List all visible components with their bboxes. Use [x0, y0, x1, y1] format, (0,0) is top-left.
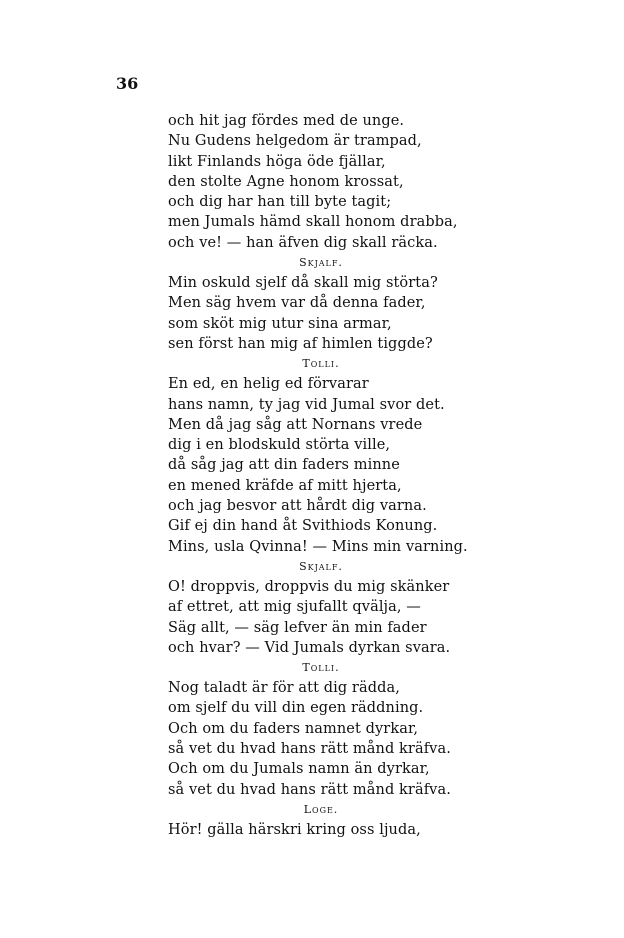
verse-line: Men då jag såg att Nornans vrede: [168, 416, 423, 433]
verse-line: Och om du faders namnet dyrkar,: [168, 720, 419, 737]
verse-line: och dig har han till byte tagit;: [168, 194, 392, 211]
stanza-6: [168, 800, 488, 840]
verse-line: dig i en blodskuld störta ville,: [168, 437, 391, 454]
stanza-5: [168, 658, 488, 800]
speaker-name: Skjalf.: [299, 256, 343, 270]
verse-line: om sjelf du vill din egen räddning.: [168, 700, 424, 717]
verse-line: Gif ej din hand åt Svithiods Konung.: [168, 518, 438, 535]
stanza-1: [168, 111, 488, 253]
verse-line: Min oskuld sjelf då skall mig störta?: [168, 275, 438, 292]
verse-line: och ve! — han äfven dig skall räcka.: [168, 234, 438, 251]
verse-line: och jag besvor att hårdt dig varna.: [168, 498, 427, 515]
verse-line: och hit jag fördes med de unge.: [168, 113, 405, 129]
verse-line: den stolte Agne honom krossat,: [168, 173, 404, 190]
speaker-name: Tolli.: [302, 661, 340, 675]
verse-text: [168, 111, 488, 840]
speaker-name: Skjalf.: [299, 559, 343, 573]
page-number: 36: [116, 74, 139, 93]
verse-line: som sköt mig utur sina armar,: [168, 315, 392, 332]
stanza-2: [168, 253, 488, 354]
verse-line: då såg jag att din faders minne: [168, 457, 400, 474]
verse-line: En ed, en helig ed förvarar: [168, 376, 369, 393]
verse-line: sen först han mig af himlen tiggde?: [168, 335, 433, 352]
speaker-name: Tolli.: [302, 357, 340, 371]
verse-line: likt Finlands höga öde fjällar,: [168, 153, 386, 170]
verse-line: så vet du hvad hans rätt månd kräfva.: [168, 781, 451, 798]
verse-line: Nog taladt är för att dig rädda,: [168, 680, 400, 697]
verse-line: Hör! gälla härskri kring oss ljuda,: [168, 821, 421, 838]
verse-line: så vet du hvad hans rätt månd kräfva.: [168, 741, 451, 758]
verse-line: Mins, usla Qvinna! — Mins min varning.: [168, 538, 468, 555]
verse-line: en mened kräfde af mitt hjerta,: [168, 477, 402, 494]
speaker-name: Loge.: [303, 802, 339, 816]
verse-line: Nu Gudens helgedom är trampad,: [168, 133, 422, 150]
stanza-4: [168, 557, 488, 658]
verse-line: hans namn, ty jag vid Jumal svor det.: [168, 396, 445, 413]
verse-line: Och om du Jumals namn än dyrkar,: [168, 761, 430, 778]
verse-line: och hvar? — Vid Jumals dyrkan svara.: [168, 639, 451, 656]
verse-line: men Jumals hämd skall honom drabba,: [168, 214, 458, 231]
verse-line: Men säg hvem var då denna fader,: [168, 295, 426, 312]
verse-line: O! droppvis, droppvis du mig skänker: [168, 578, 450, 595]
verse-line: af ettret, att mig sjufallt qvälja, —: [168, 599, 421, 616]
stanza-3: [168, 354, 488, 557]
verse-line: Säg allt, — säg lefver än min fader: [168, 619, 427, 636]
